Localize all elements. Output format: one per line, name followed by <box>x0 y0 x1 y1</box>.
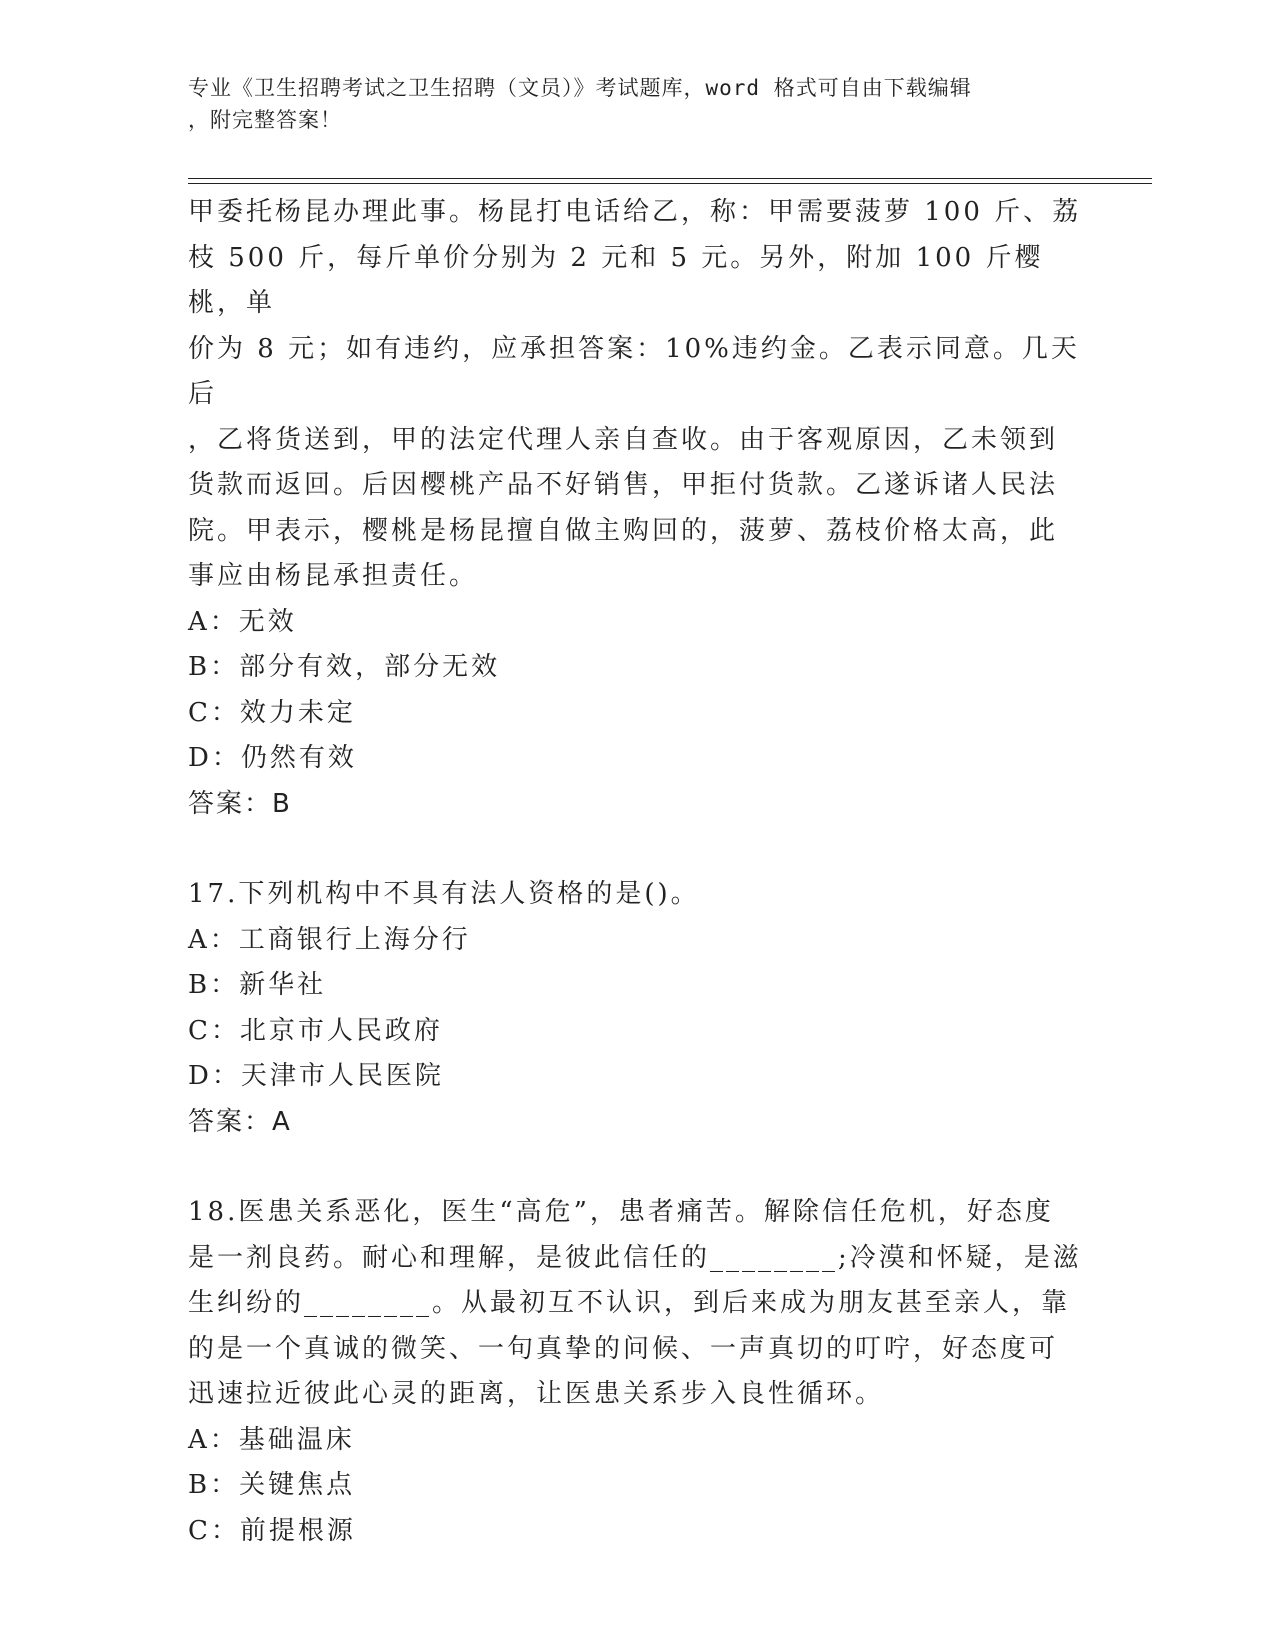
question-18 <box>188 1190 1088 1554</box>
option-c: C：效力未定 <box>188 697 356 728</box>
question-text-line: 是一剂良药。耐心和理解，是彼此信任的________;冷漠和怀疑，是滋 <box>188 1242 1082 1273</box>
option-c: C：前提根源 <box>188 1515 356 1546</box>
option-a: A：基础温床 <box>188 1424 355 1455</box>
question-text-line: 18.医患关系恶化，医生“高危”，患者痛苦。解除信任危机，好态度 <box>188 1197 1054 1227</box>
option-b: B：关键焦点 <box>188 1470 356 1500</box>
answer-line: 答案：B <box>188 788 292 819</box>
option-d: D：天津市人民医院 <box>188 1061 444 1091</box>
document-body <box>188 190 1088 1554</box>
question-text-line: ，乙将货送到，甲的法定代理人亲自查收。由于客观原因，乙未领到 <box>188 424 1059 455</box>
question-17 <box>188 872 1088 1145</box>
question-text-line: 17.下列机构中不具有法人资格的是()。 <box>188 879 700 909</box>
option-d: D：仍然有效 <box>188 743 357 773</box>
question-text-line: 生纠纷的________。从最初互不认识，到后来成为朋友甚至亲人，靠 <box>188 1288 1071 1318</box>
question-text-line: 的是一个真诚的微笑、一句真挚的问候、一声真切的叮咛，好态度可 <box>188 1333 1059 1364</box>
page-header <box>188 72 1068 136</box>
question-text-line: 甲委托杨昆办理此事。杨昆打电话给乙，称：甲需要菠萝 100 斤、荔 <box>188 197 1082 227</box>
header-line-1: 专业《卫生招聘考试之卫生招聘（文员）》考试题库，word 格式可自由下载编辑 <box>188 76 972 100</box>
question-text-line: 价为 8 元；如有违约，应承担答案：10%违约金。乙表示同意。几天后 <box>188 333 1080 409</box>
question-16 <box>188 190 1088 827</box>
question-text-line: 迅速拉近彼此心灵的距离，让医患关系步入良性循环。 <box>188 1379 885 1409</box>
header-line-2: ，附完整答案！ <box>188 108 342 132</box>
question-text-line: 院。甲表示，樱桃是杨昆擅自做主购回的，菠萝、荔枝价格太高，此 <box>188 515 1059 546</box>
option-a: A：工商银行上海分行 <box>188 924 471 955</box>
question-text-line: 枝 500 斤，每斤单价分别为 2 元和 5 元。另外，附加 100 斤樱桃，单 <box>188 242 1044 318</box>
question-text-line: 事应由杨昆承担责任。 <box>188 561 479 591</box>
answer-line: 答案：A <box>188 1106 292 1137</box>
option-a: A：无效 <box>188 606 297 637</box>
option-b: B：新华社 <box>188 970 327 1000</box>
option-c: C：北京市人民政府 <box>188 1015 443 1046</box>
question-text-line: 货款而返回。后因樱桃产品不好销售，甲拒付货款。乙遂诉诸人民法 <box>188 470 1059 500</box>
option-b: B：部分有效，部分无效 <box>188 652 501 682</box>
header-double-rule <box>188 178 1152 184</box>
